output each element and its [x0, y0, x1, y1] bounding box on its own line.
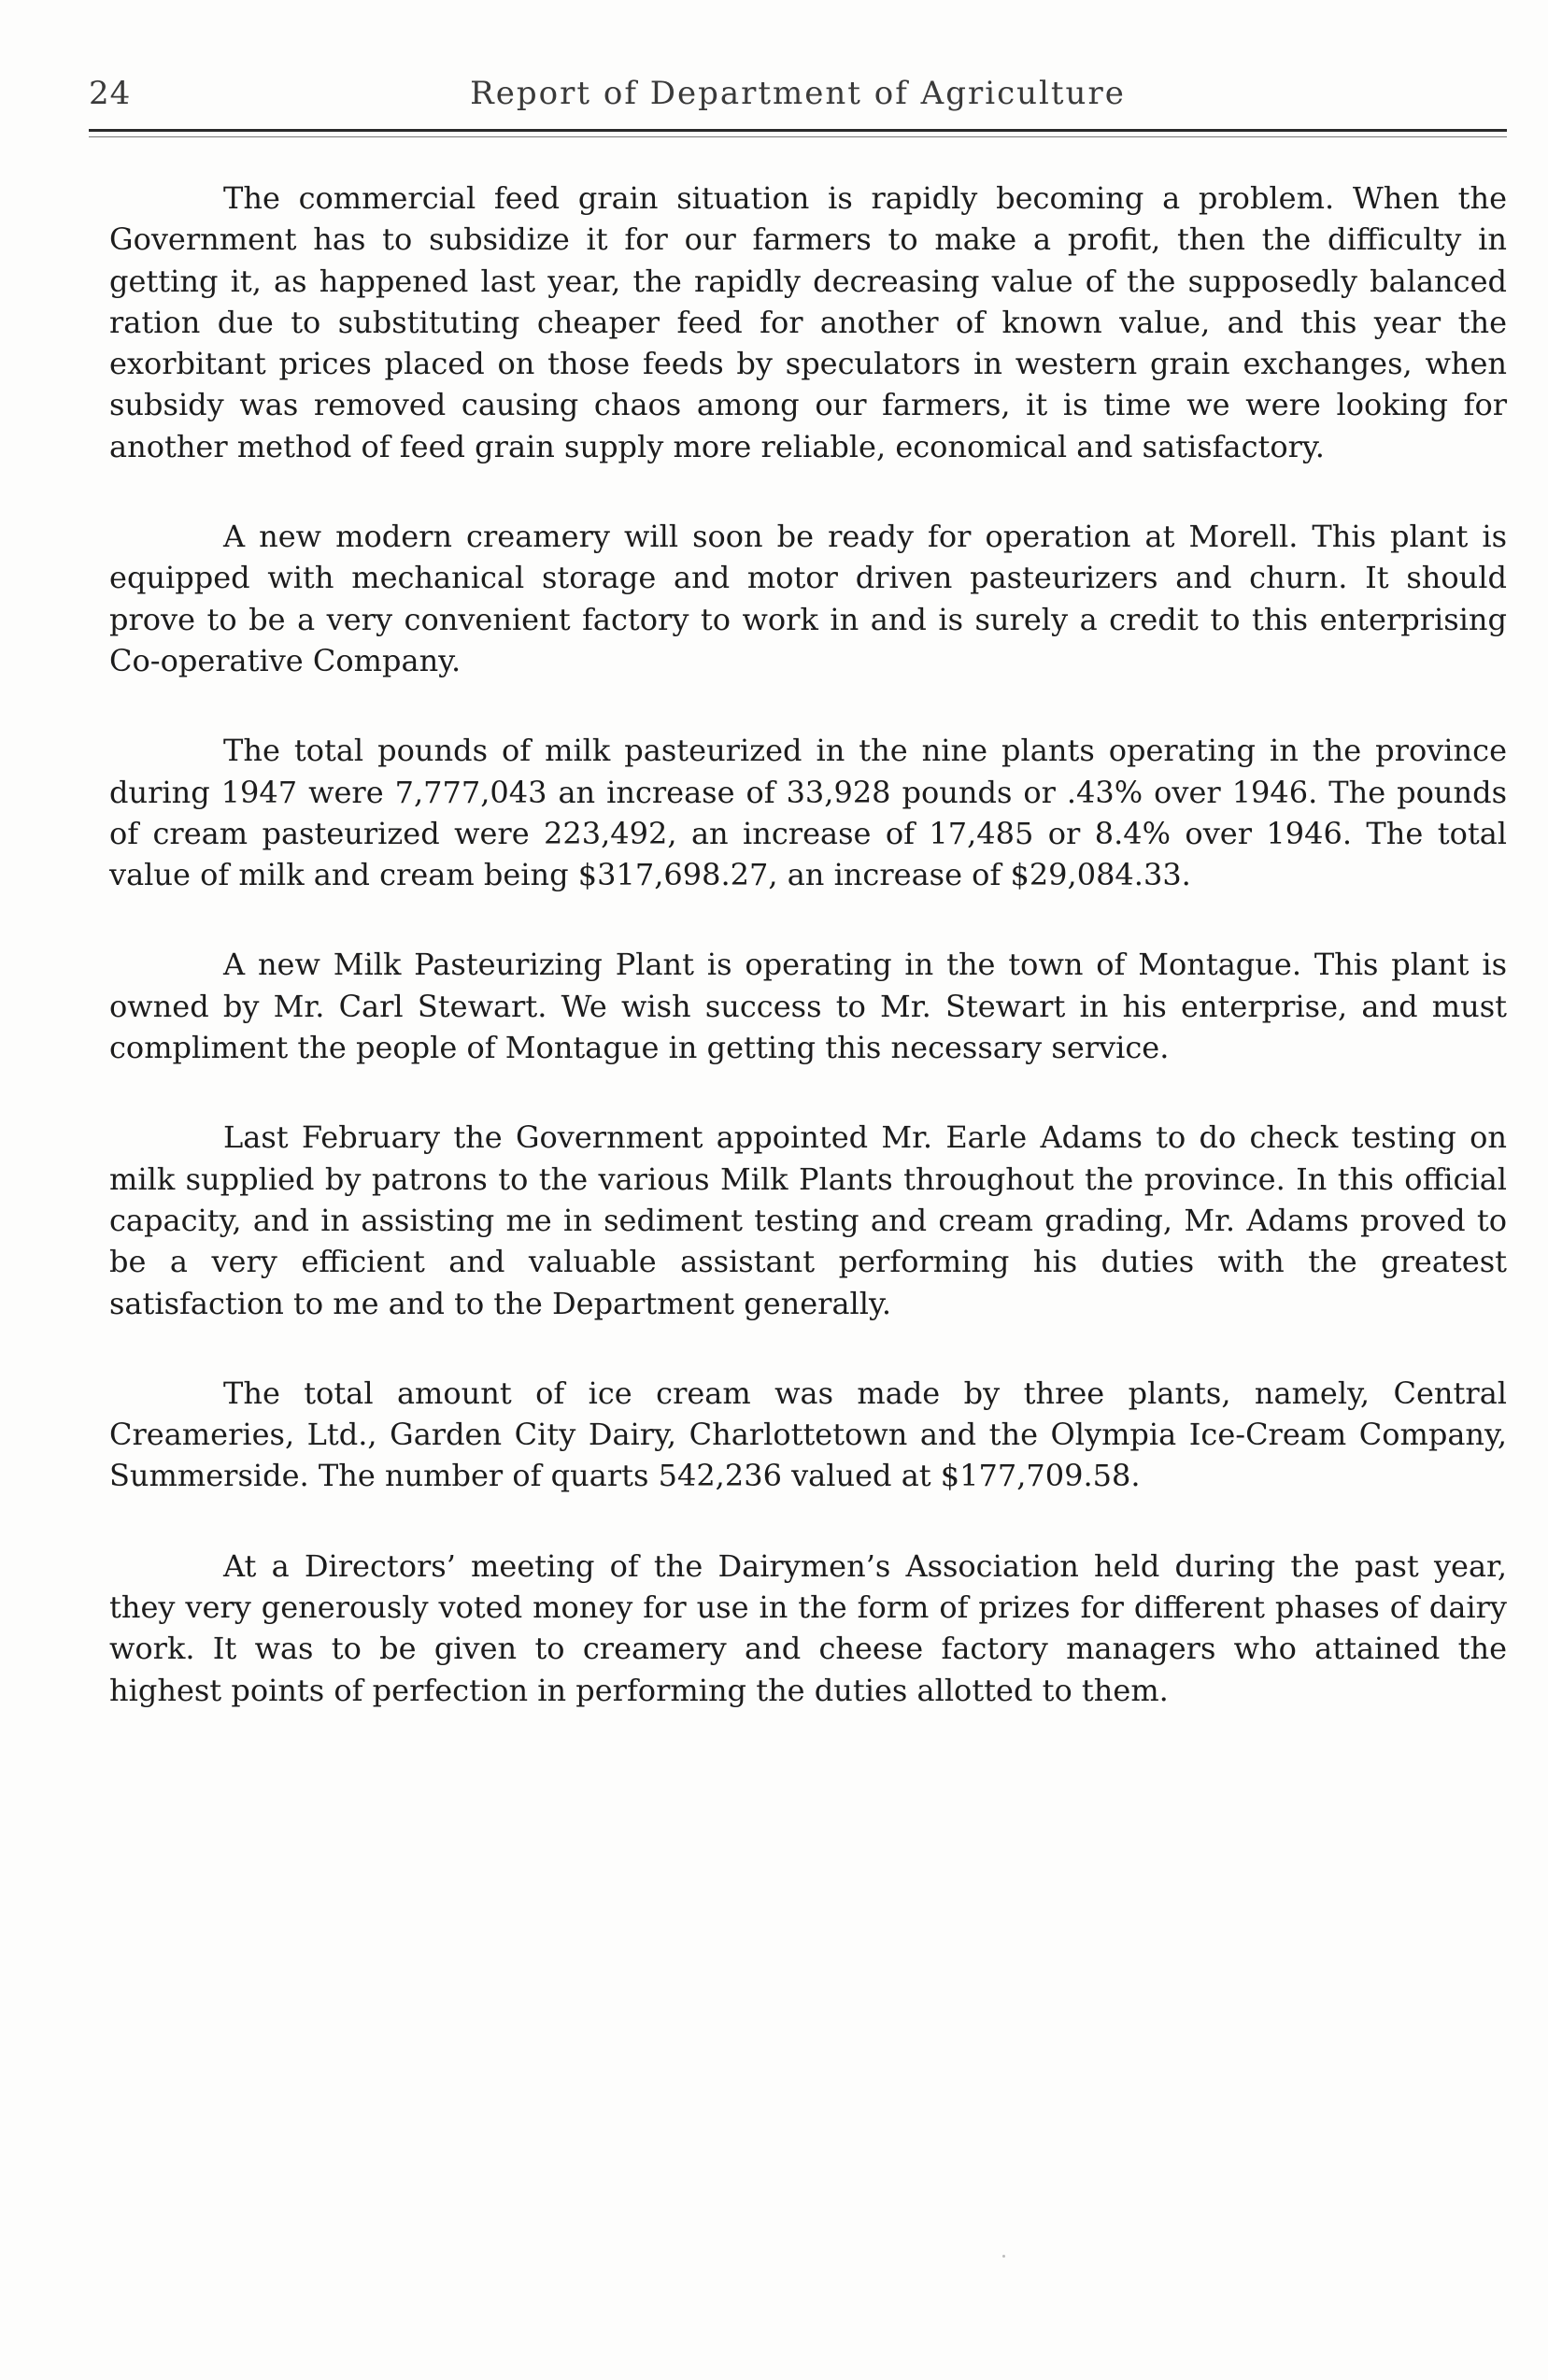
- paragraph-montague-plant: A new Milk Pasteurizing Plant is operating in the town of Montague. This plant is owned by Mr. Carl Stewart. We wish success to Mr. Stewart in his enterprise, and must compliment the people of Montague in getting this necessary service.: [109, 947, 1507, 1066]
- paragraph-feed-grain: The commercial feed grain situation is rapidly becoming a problem. When the Government has to subsidize it for our farmers to make a profit, then the difficulty in getting it, as happened last year, the rapidly decreasing value of the supposedly balanced ration due to substituting cheaper feed for another of known value, and this year the exorbitant prices placed on those feeds by speculators in western grain exchanges, when subsidy was removed causing chaos among our farmers, it is time we were looking for another method of feed grain supply more reliable, economical and satisfactory.: [109, 180, 1507, 464]
- header-rule: [89, 129, 1507, 132]
- body-text: [109, 178, 1507, 1711]
- paragraph-ice-cream: The total amount of ice cream was made by three plants, namely, Central Creameries, Ltd., Garden City Dairy, Charlottetown and the Olympia Ice-Cream Company, Summerside. The number of quarts 542,236 valued at $177,709.58.: [109, 1375, 1507, 1494]
- paragraph-directors-meeting: At a Directors’ meeting of the Dairymen’s Association held during the past year, they very generously voted money for use in the form of prizes for different phases of dairy work. It was to be given to creamery and cheese factory managers who attained the highest points of perfection in performing the duties allotted to them.: [109, 1547, 1507, 1708]
- page-number: 24: [89, 75, 132, 112]
- paragraph-morell-creamery: A new modern creamery will soon be ready for operation at Morell. This plant is equipped with mechanical storage and motor driven pasteurizers and churn. It should prove to be a very convenient factory to work in and is surely a credit to this enterprising Co-operative Company.: [109, 519, 1507, 678]
- running-title: Report of Department of Agriculture: [470, 75, 1126, 112]
- header-rule-thin: [89, 136, 1507, 137]
- paragraph-milk-pasteurized: The total pounds of milk pasteurized in the nine plants operating in the province during 1947 were 7,777,043 an increase of 33,928 pounds or .43% over 1946. The pounds of cream pasteurized were 223,492, an increase of 17,485 or 8.4% over 1946. The total value of milk and cream being $317,698.27, an increase of $29,084.33.: [109, 733, 1507, 893]
- running-header: [89, 67, 1507, 123]
- paper-speck: [1002, 2255, 1005, 2258]
- paragraph-check-testing: Last February the Government appointed Mr. Earle Adams to do check testing on milk supplied by patrons to the various Milk Plants throughout the province. In this official capacity, and in assisting me in sediment testing and cream grading, Mr. Adams proved to be a very efficient and valuable assistant performing his duties with the greatest satisfaction to me and to the Department generally.: [109, 1119, 1507, 1321]
